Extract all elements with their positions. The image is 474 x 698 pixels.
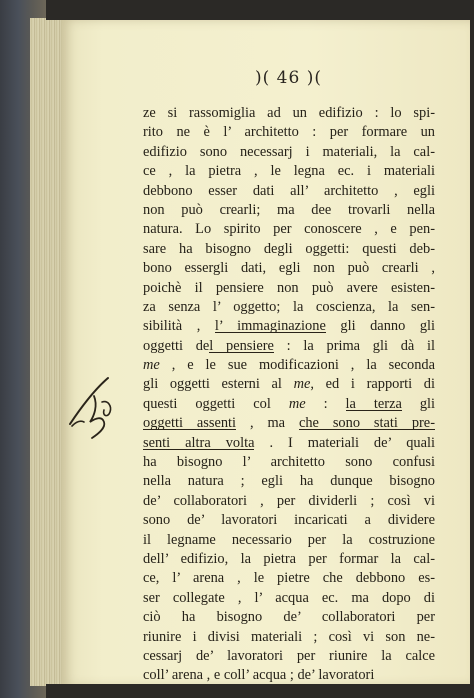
text-line: dell’ edifizio, la pietra per formar la cal- — [143, 550, 435, 567]
text-line: debbono esser dati all’ architetto , egli — [143, 182, 435, 199]
text-line: ce , la pietra , le legna ec. i materiali — [143, 163, 435, 180]
text-line — [143, 356, 435, 375]
background-top — [46, 0, 474, 20]
text-run: sibilità , — [143, 318, 215, 335]
background-bottom — [46, 684, 474, 698]
text-line — [143, 414, 435, 433]
text-run: oggetti de — [143, 337, 210, 354]
text-line: bono essergli dati, egli non può crearli , — [143, 260, 435, 277]
page-text — [143, 104, 435, 686]
handwritten-margin-mark — [64, 372, 120, 444]
text-line: cessarj de’ lavoratori per riunire la calce — [143, 647, 435, 664]
italic-word: me — [288, 395, 306, 412]
text-line: nella natura ; egli ha dunque bisogno — [143, 473, 435, 490]
text-run: gli oggetti esterni al — [143, 376, 294, 393]
italic-word: me — [293, 376, 311, 393]
text-line: ze si rassomiglia ad un edifizio : lo spi- — [143, 105, 435, 121]
underlined-phrase: l pensiere — [209, 337, 274, 354]
underlined-phrase: la terza — [345, 395, 402, 412]
underlined-phrase: senti altra volta — [143, 434, 255, 451]
underlined-phrase: che sono stati pre- — [298, 415, 435, 432]
text-run: questi oggetti col — [143, 395, 289, 412]
underlined-phrase: oggetti assenti — [143, 415, 237, 432]
text-line: rito ne è l’ architetto : per formare un — [143, 124, 435, 141]
text-line: non può crearli; ma dee trovarli nella — [143, 201, 435, 218]
text-line: ciò ha bisogno de’ collaboratori per — [143, 609, 435, 626]
text-run: gli danno gli — [325, 318, 436, 335]
text-line: il legname necessario per la costruzione — [143, 531, 435, 548]
text-line — [143, 337, 435, 356]
text-run: , ed i rapporti di — [310, 376, 435, 393]
text-line: poichè il pensiere non può avere esisten- — [143, 279, 435, 296]
text-line: ser collegate , l’ acqua ec. ma dopo di — [143, 589, 435, 606]
text-line: edifizio sono necessarj i materiali, la cal- — [143, 143, 435, 160]
text-run: : — [305, 395, 346, 412]
underlined-phrase: l’ immaginazione — [214, 318, 326, 335]
text-line: sono de’ lavoratori incaricati a dividere — [143, 512, 435, 529]
text-line: sare ha bisogno degli oggetti: questi deb- — [143, 240, 435, 257]
italic-word: me — [143, 357, 160, 374]
text-line: coll’ arena , e coll’ acqua ; de’ lavoratori — [143, 667, 375, 684]
text-line — [143, 317, 435, 336]
text-line: de’ collaboratori , per dividerli ; così vi — [143, 492, 435, 509]
text-line — [143, 395, 435, 414]
page-number: )( 46 )( — [255, 68, 322, 88]
text-line: riunire i divisi materiali ; così vi son ne- — [143, 628, 435, 645]
text-line — [143, 434, 435, 453]
text-line: ce, l’ arena , le pietre che debbono es- — [143, 570, 435, 587]
text-run: , ma — [236, 415, 299, 432]
text-run: . I materiali de’ quali — [254, 434, 435, 451]
text-line: natura. Lo spirito per conoscere , e pen- — [143, 221, 435, 238]
text-run: gli — [401, 395, 436, 412]
text-line: ha bisogno l’ architetto sono confusi — [143, 454, 435, 471]
text-run: , e le sue modificazioni , la seconda — [159, 357, 435, 374]
text-line: za senza l’ oggetto; la coscienza, la sen- — [143, 298, 435, 315]
text-line — [143, 375, 435, 394]
text-run: : la prima gli dà il — [273, 337, 435, 354]
page-edges — [30, 18, 64, 686]
